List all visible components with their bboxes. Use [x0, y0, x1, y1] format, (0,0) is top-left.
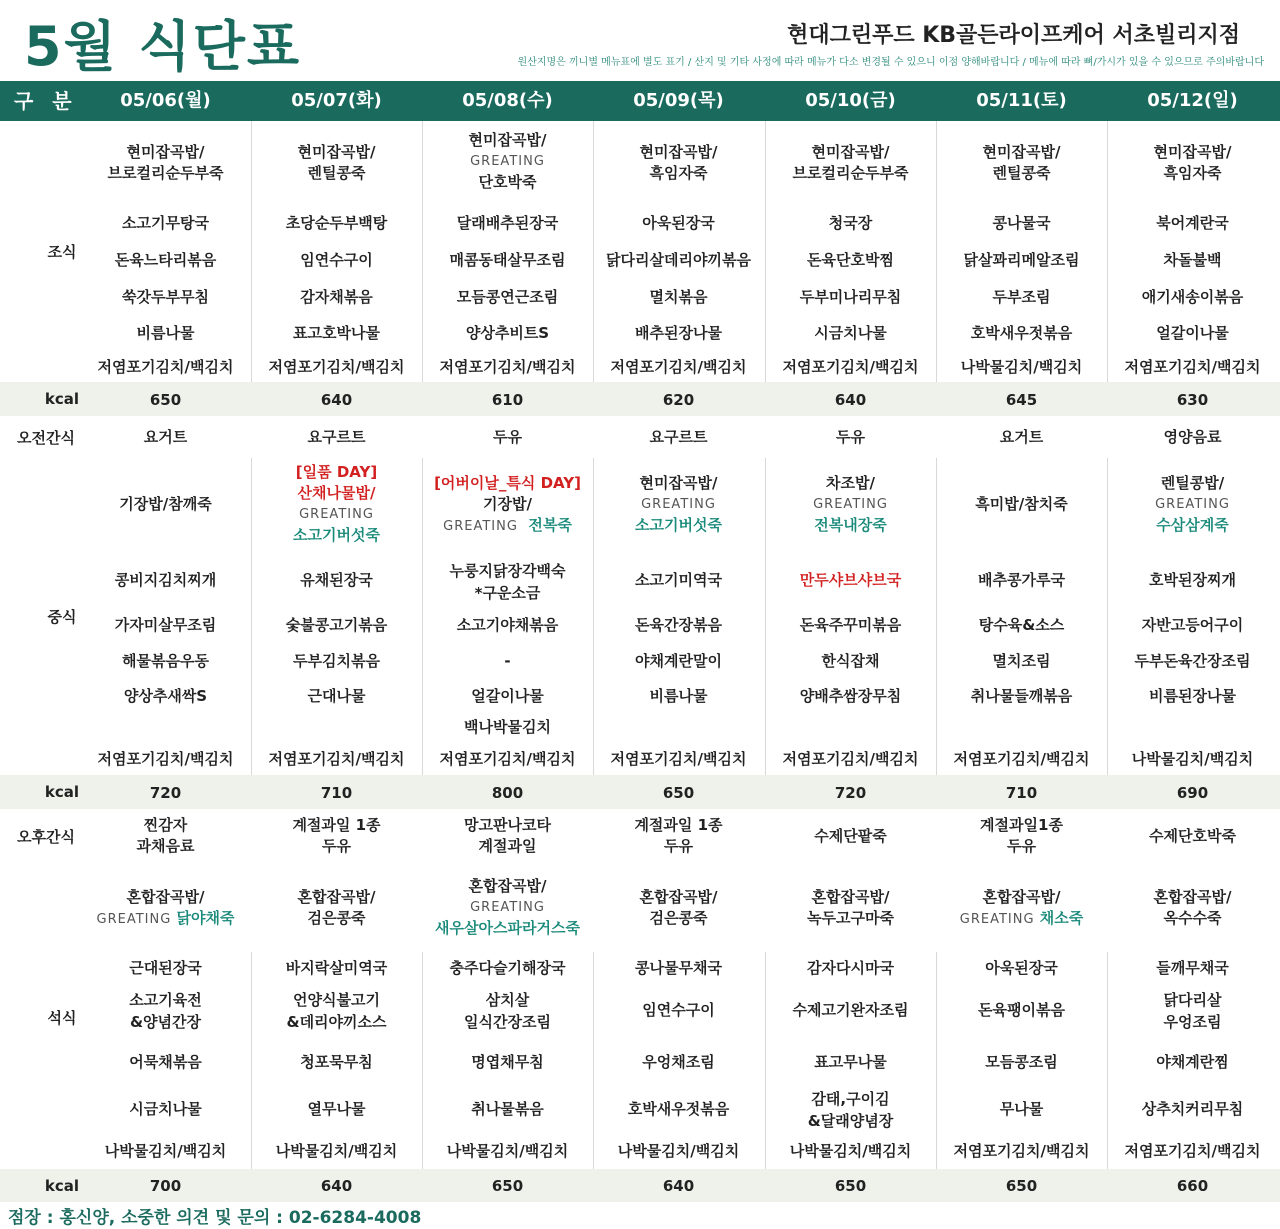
day-header: 05/06(월) [120, 90, 211, 111]
dinner-soup: 바지락살미역국 [285, 959, 388, 977]
breakfast-soup: 아욱된장국 [642, 214, 715, 232]
lunch-kimchi: 저염포기김치/백김치 [782, 750, 919, 768]
breakfast-kimchi: 저염포기김치/백김치 [610, 358, 747, 376]
day-header: 05/10(금) [805, 90, 896, 111]
lunch-kcal: 720 [834, 784, 867, 802]
menu-text: 수제단팥죽 [814, 827, 887, 845]
lunch-kcal: 720 [149, 784, 182, 802]
breakfast-side: 멸치볶음 [649, 288, 708, 306]
breakfast-rice [422, 130, 593, 193]
lunch-soup: 소고기미역국 [635, 571, 722, 589]
menu-text: 산채나물밥/ [297, 484, 376, 502]
dinner-kcal: 700 [149, 1177, 182, 1195]
am-snack: 요거트 [999, 428, 1044, 446]
breakfast-side: 두부조림 [992, 288, 1051, 306]
dinner-kcal: 650 [834, 1177, 867, 1195]
breakfast-kimchi: 저염포기김치/백김치 [268, 358, 405, 376]
lunch-label: 중식 [47, 608, 77, 626]
lunch-kcal: 800 [491, 784, 524, 802]
dinner-kimchi: 나박물김치/백김치 [275, 1142, 398, 1160]
lunch-soup: 누룽지닭장각백숙 *구운소금 [449, 562, 566, 602]
breakfast-side: 비름나물 [136, 324, 195, 342]
breakfast-side: 감자채볶음 [300, 288, 373, 306]
company-name: 현대그린푸드 KB골든라이프케어 서초빌리지점 [787, 23, 1240, 48]
special-day-tag: [일품 DAY] [295, 463, 378, 481]
breakfast-side: 호박새우젓볶음 [970, 324, 1073, 342]
lunch-kimchi: 저염포기김치/백김치 [97, 750, 234, 768]
breakfast-rice [251, 142, 422, 184]
breakfast-soup: 초당순두부백탕 [285, 214, 388, 232]
menu-text: 흑미밥/참치죽 [975, 495, 1068, 513]
menu-text: 혼합잡곡밥/ [468, 877, 547, 895]
menu-text: 닭야채죽 [176, 909, 235, 927]
lunch-rice [80, 494, 251, 515]
breakfast-kcal: 640 [320, 391, 353, 409]
menu-text: 렌틸콩죽 [992, 164, 1051, 182]
menu-text: 소고기버섯죽 [635, 516, 722, 534]
menu-text: 브로컬리순두부죽 [107, 164, 224, 182]
greating-logo: GREATING [470, 900, 545, 915]
dinner-side: 무나물 [999, 1100, 1044, 1118]
dinner-kimchi: 나박물김치/백김치 [617, 1142, 740, 1160]
dinner-rice [251, 887, 422, 929]
greating-logo: GREATING [299, 507, 374, 522]
am-snack: 요구르트 [649, 428, 708, 446]
lunch-soup: 호박된장찌개 [1149, 571, 1236, 589]
dinner-soup: 충주다슬기해장국 [449, 959, 566, 977]
pm-snack [251, 815, 422, 857]
dinner-rice [936, 887, 1107, 930]
menu-text: 검은콩죽 [649, 909, 708, 927]
greating-logo: GREATING [443, 519, 518, 534]
pm-snack [80, 815, 251, 857]
breakfast-main: 돈육단호박찜 [807, 251, 894, 269]
footer-contact: 점장 : 홍신양, 소중한 의견 및 문의 : 02-6284-4008 [8, 1208, 422, 1228]
lunch-main: 돈육간장볶음 [635, 616, 722, 634]
lunch-kimchi: 저염포기김치/백김치 [953, 750, 1090, 768]
breakfast-kimchi: 저염포기김치/백김치 [439, 358, 576, 376]
lunch-main: 숯불콩고기볶음 [285, 616, 388, 634]
pm-snack [1107, 826, 1278, 847]
lunch-kcal-label: kcal [44, 783, 80, 801]
menu-text: 현미잡곡밥/ [297, 143, 376, 161]
greating-logo: GREATING [813, 497, 888, 512]
breakfast-side: 얼갈이나물 [1156, 324, 1229, 342]
dinner-main: 언양식불고기 &데리야끼소스 [286, 991, 387, 1031]
breakfast-main: 닭다리살데리야끼볶음 [606, 251, 751, 269]
lunch-kcal: 650 [662, 784, 695, 802]
am-snack: 두유 [836, 428, 865, 446]
menu-text: 렌틸콩밥/ [1160, 474, 1225, 492]
lunch-side: 두부김치볶음 [293, 652, 380, 670]
menu-text: 전복내장죽 [814, 516, 887, 534]
breakfast-rice [593, 142, 764, 184]
breakfast-side: 표고호박나물 [293, 324, 380, 342]
am-snack: 영양음료 [1163, 428, 1222, 446]
lunch-main: 소고기야채볶음 [456, 616, 559, 634]
lunch-side: 야채계란말이 [635, 652, 722, 670]
lunch-side: 취나물들깨볶음 [970, 687, 1073, 705]
day-header-row [0, 81, 1280, 121]
pm-snack [765, 826, 936, 847]
menu-text: 채소죽 [1039, 909, 1084, 927]
menu-text: 현미잡곡밥/ [639, 143, 718, 161]
breakfast-soup: 북어계란국 [1156, 214, 1229, 232]
breakfast-rice [765, 142, 936, 184]
lunch-side: 해물볶음우동 [122, 652, 209, 670]
lunch-extra: 백나박물김치 [464, 718, 551, 736]
lunch-kimchi: 저염포기김치/백김치 [610, 750, 747, 768]
breakfast-rice [936, 142, 1107, 184]
lunch-kcal: 710 [1005, 784, 1038, 802]
dinner-side: 취나물볶음 [471, 1100, 544, 1118]
breakfast-kcal: 650 [149, 391, 182, 409]
dinner-label: 석식 [47, 1009, 77, 1027]
menu-text: 혼합잡곡밥/ [639, 888, 718, 906]
lunch-side: 비름된장나물 [1149, 687, 1236, 705]
breakfast-kimchi: 저염포기김치/백김치 [97, 358, 234, 376]
breakfast-soup: 소고기무탕국 [122, 214, 209, 232]
dinner-rice [593, 887, 764, 929]
day-header: 05/07(화) [291, 90, 382, 111]
lunch-side: 얼갈이나물 [471, 687, 544, 705]
dinner-main: 소고기육전 &양념간장 [129, 991, 202, 1031]
menu-text: 수제단호박죽 [1149, 827, 1236, 845]
breakfast-side: 두부미나리무침 [799, 288, 902, 306]
breakfast-kimchi: 저염포기김치/백김치 [782, 358, 919, 376]
menu-text: 두유 [1007, 837, 1036, 855]
pm-snack [422, 815, 593, 857]
dinner-side: 표고무나물 [814, 1053, 887, 1071]
lunch-soup: 콩비지김치찌개 [114, 571, 217, 589]
breakfast-main: 차돌불백 [1163, 251, 1222, 269]
dinner-kcal: 650 [1005, 1177, 1038, 1195]
dinner-kcal: 640 [662, 1177, 695, 1195]
menu-text: 현미잡곡밥/ [811, 143, 890, 161]
lunch-side: 양배추쌈장무침 [799, 687, 902, 705]
dinner-soup: 근대된장국 [129, 959, 202, 977]
special-day-tag: [어버이날_특식 DAY] [434, 474, 581, 492]
menu-text: 계절과일 1종 [634, 816, 723, 834]
menu-text: 렌틸콩죽 [307, 164, 366, 182]
lunch-side: - [504, 652, 511, 670]
menu-text: 브로컬리순두부죽 [792, 164, 909, 182]
breakfast-kcal: 610 [491, 391, 524, 409]
breakfast-rice [80, 142, 251, 184]
breakfast-kcal-label: kcal [44, 390, 80, 408]
menu-text: 현미잡곡밥/ [639, 474, 718, 492]
dinner-rice [80, 887, 251, 930]
lunch-side: 한식잡채 [821, 652, 880, 670]
dinner-rice [422, 876, 593, 939]
lunch-main: 가자미살무조림 [114, 616, 217, 634]
breakfast-soup: 청국장 [828, 214, 873, 232]
day-header: 05/08(수) [462, 90, 553, 111]
menu-text: 소고기버섯죽 [293, 526, 380, 544]
menu-text: 혼합잡곡밥/ [297, 888, 376, 906]
day-header: 05/11(토) [976, 90, 1067, 111]
pm-snack [936, 815, 1107, 857]
lunch-main: 자반고등어구이 [1141, 616, 1244, 634]
lunch-soup: 배추콩가루국 [978, 571, 1065, 589]
menu-text: 계절과일1종 [980, 816, 1063, 834]
am-snack: 요거트 [143, 428, 188, 446]
lunch-soup: 유채된장국 [300, 571, 373, 589]
menu-text: 과채음료 [136, 837, 195, 855]
menu-text: 단호박죽 [478, 173, 537, 191]
breakfast-kcal: 640 [834, 391, 867, 409]
lunch-rice [936, 494, 1107, 515]
menu-text: 흑임자죽 [1163, 164, 1222, 182]
dinner-side: 감태,구이김 &달래양념장 [807, 1090, 894, 1130]
dinner-side: 모듬콩조림 [985, 1053, 1058, 1071]
dinner-kimchi: 저염포기김치/백김치 [953, 1142, 1090, 1160]
menu-text: 전복죽 [528, 516, 572, 534]
lunch-main: 탕수육&소스 [978, 616, 1065, 634]
menu-text: 계절과일 [478, 837, 537, 855]
dinner-main: 삼치살 일식간장조림 [464, 991, 551, 1031]
dinner-rice [1107, 887, 1278, 929]
dinner-soup: 감자다시마국 [807, 959, 894, 977]
menu-text: 현미잡곡밥/ [126, 143, 205, 161]
menu-text: 혼합잡곡밥/ [126, 888, 205, 906]
menu-text: 혼합잡곡밥/ [982, 888, 1061, 906]
dinner-kcal: 660 [1176, 1177, 1209, 1195]
menu-text: 두유 [664, 837, 693, 855]
dinner-soup: 들깨무채국 [1156, 959, 1229, 977]
dinner-side: 시금치나물 [129, 1100, 202, 1118]
am-snack: 요구르트 [307, 428, 366, 446]
page-title: 5월 식단표 [24, 15, 302, 78]
dinner-kcal-label: kcal [44, 1177, 80, 1195]
lunch-rice [251, 462, 422, 546]
breakfast-side: 애기새송이볶음 [1141, 288, 1244, 306]
pm-snack [593, 815, 764, 857]
dinner-kimchi: 나박물김치/백김치 [104, 1142, 227, 1160]
dinner-kcal: 650 [491, 1177, 524, 1195]
dinner-kimchi: 저염포기김치/백김치 [1124, 1142, 1261, 1160]
menu-text: 흑임자죽 [649, 164, 708, 182]
menu-text: 현미잡곡밥/ [468, 131, 547, 149]
greating-logo: GREATING [641, 497, 716, 512]
breakfast-rice [1107, 142, 1278, 184]
breakfast-kimchi: 나박물김치/백김치 [960, 358, 1083, 376]
breakfast-soup: 달래배추된장국 [456, 214, 559, 232]
dinner-side: 청포묵무침 [300, 1053, 373, 1071]
lunch-rice [1107, 473, 1278, 536]
breakfast-kcal: 630 [1176, 391, 1209, 409]
dinner-soup: 콩나물무채국 [635, 959, 722, 977]
lunch-soup: 만두샤브샤브국 [799, 571, 902, 589]
breakfast-main: 임연수구이 [300, 251, 373, 269]
menu-text: 차조밥/ [826, 474, 875, 492]
menu-text: 두유 [322, 837, 351, 855]
breakfast-side: 시금치나물 [814, 324, 887, 342]
dinner-main: 임연수구이 [642, 1001, 715, 1019]
menu-text: 현미잡곡밥/ [982, 143, 1061, 161]
menu-text: 현미잡곡밥/ [1153, 143, 1232, 161]
lunch-main: 돈육주꾸미볶음 [799, 616, 902, 634]
menu-text: 기장밥/참깨죽 [119, 495, 212, 513]
breakfast-label: 조식 [47, 243, 77, 261]
breakfast-side: 모듬콩연근조림 [456, 288, 559, 306]
lunch-side: 양상추새싹S [123, 687, 208, 705]
greating-logo: GREATING [959, 912, 1035, 927]
am-snack-label: 오전간식 [17, 429, 75, 447]
lunch-kimchi: 저염포기김치/백김치 [268, 750, 405, 768]
lunch-kimchi: 저염포기김치/백김치 [439, 750, 576, 768]
breakfast-kcal: 645 [1005, 391, 1038, 409]
menu-text: 옥수수죽 [1163, 909, 1222, 927]
day-header: 05/12(일) [1147, 90, 1238, 111]
breakfast-main: 닭살꽈리메알조림 [963, 251, 1080, 269]
pm-snack-label: 오후간식 [17, 828, 75, 846]
dinner-soup: 아욱된장국 [985, 959, 1058, 977]
breakfast-kcal: 620 [662, 391, 695, 409]
dinner-main: 돈육팽이볶음 [978, 1001, 1065, 1019]
dinner-side: 어묵채볶음 [129, 1053, 202, 1071]
greating-logo: GREATING [470, 154, 545, 169]
menu-text: 녹두고구마죽 [807, 909, 894, 927]
breakfast-soup: 콩나물국 [992, 214, 1051, 232]
header-label: 구 분 [14, 89, 78, 113]
menu-text: 혼합잡곡밥/ [811, 888, 890, 906]
dinner-side: 우엉채조림 [642, 1053, 715, 1071]
notice-text: 원산지명은 끼니별 메뉴표에 별도 표기 / 산지 및 기타 사정에 따라 메뉴가 다소 변경될 수 있으니 이점 양해바랍니다 / 메뉴에 따라 뼈/가시가 있을 수 있으므로 주의바랍니다 [517, 57, 1264, 68]
lunch-kcal: 690 [1176, 784, 1209, 802]
dinner-side: 상추치커리무침 [1141, 1100, 1244, 1118]
menu-text: 찐감자 [143, 816, 188, 834]
menu-text: 새우살아스파라거스죽 [435, 919, 580, 937]
dinner-kimchi: 나박물김치/백김치 [789, 1142, 912, 1160]
dinner-rice [765, 887, 936, 929]
lunch-kcal: 710 [320, 784, 353, 802]
breakfast-side: 쑥갓두부무침 [122, 288, 209, 306]
menu-text: 혼합잡곡밥/ [1153, 888, 1232, 906]
lunch-side: 두부돈육간장조림 [1134, 652, 1251, 670]
breakfast-side: 배추된장나물 [635, 324, 722, 342]
breakfast-kimchi: 저염포기김치/백김치 [1124, 358, 1261, 376]
breakfast-main: 돈육느타리볶음 [114, 251, 217, 269]
breakfast-side: 양상추비트S [465, 324, 550, 342]
lunch-side: 멸치조림 [992, 652, 1051, 670]
dinner-side: 열무나물 [307, 1100, 366, 1118]
dinner-main: 닭다리살 우엉조림 [1163, 991, 1222, 1031]
menu-text: 망고판나코타 [464, 816, 551, 834]
dinner-kcal: 640 [320, 1177, 353, 1195]
am-snack: 두유 [493, 428, 522, 446]
menu-text: 검은콩죽 [307, 909, 366, 927]
lunch-kimchi: 나박물김치/백김치 [1131, 750, 1254, 768]
menu-text: 수삼삼계죽 [1156, 516, 1229, 534]
day-header: 05/09(목) [633, 90, 724, 111]
dinner-main: 수제고기완자조림 [792, 1001, 909, 1019]
lunch-side: 비름나물 [649, 687, 708, 705]
dinner-side: 명엽채무침 [471, 1053, 544, 1071]
lunch-rice [765, 473, 936, 536]
lunch-rice [422, 473, 593, 537]
dinner-kimchi: 나박물김치/백김치 [446, 1142, 569, 1160]
page-header [0, 0, 1280, 80]
menu-text: 계절과일 1종 [292, 816, 381, 834]
breakfast-main: 매콤동태살무조림 [449, 251, 566, 269]
dinner-side: 야채계란찜 [1156, 1053, 1229, 1071]
lunch-rice [593, 473, 764, 536]
dinner-side: 호박새우젓볶음 [627, 1100, 730, 1118]
greating-logo: GREATING [1155, 497, 1230, 512]
lunch-side: 근대나물 [307, 687, 366, 705]
greating-logo: GREATING [96, 912, 172, 927]
menu-text: 기장밥/ [483, 495, 532, 513]
